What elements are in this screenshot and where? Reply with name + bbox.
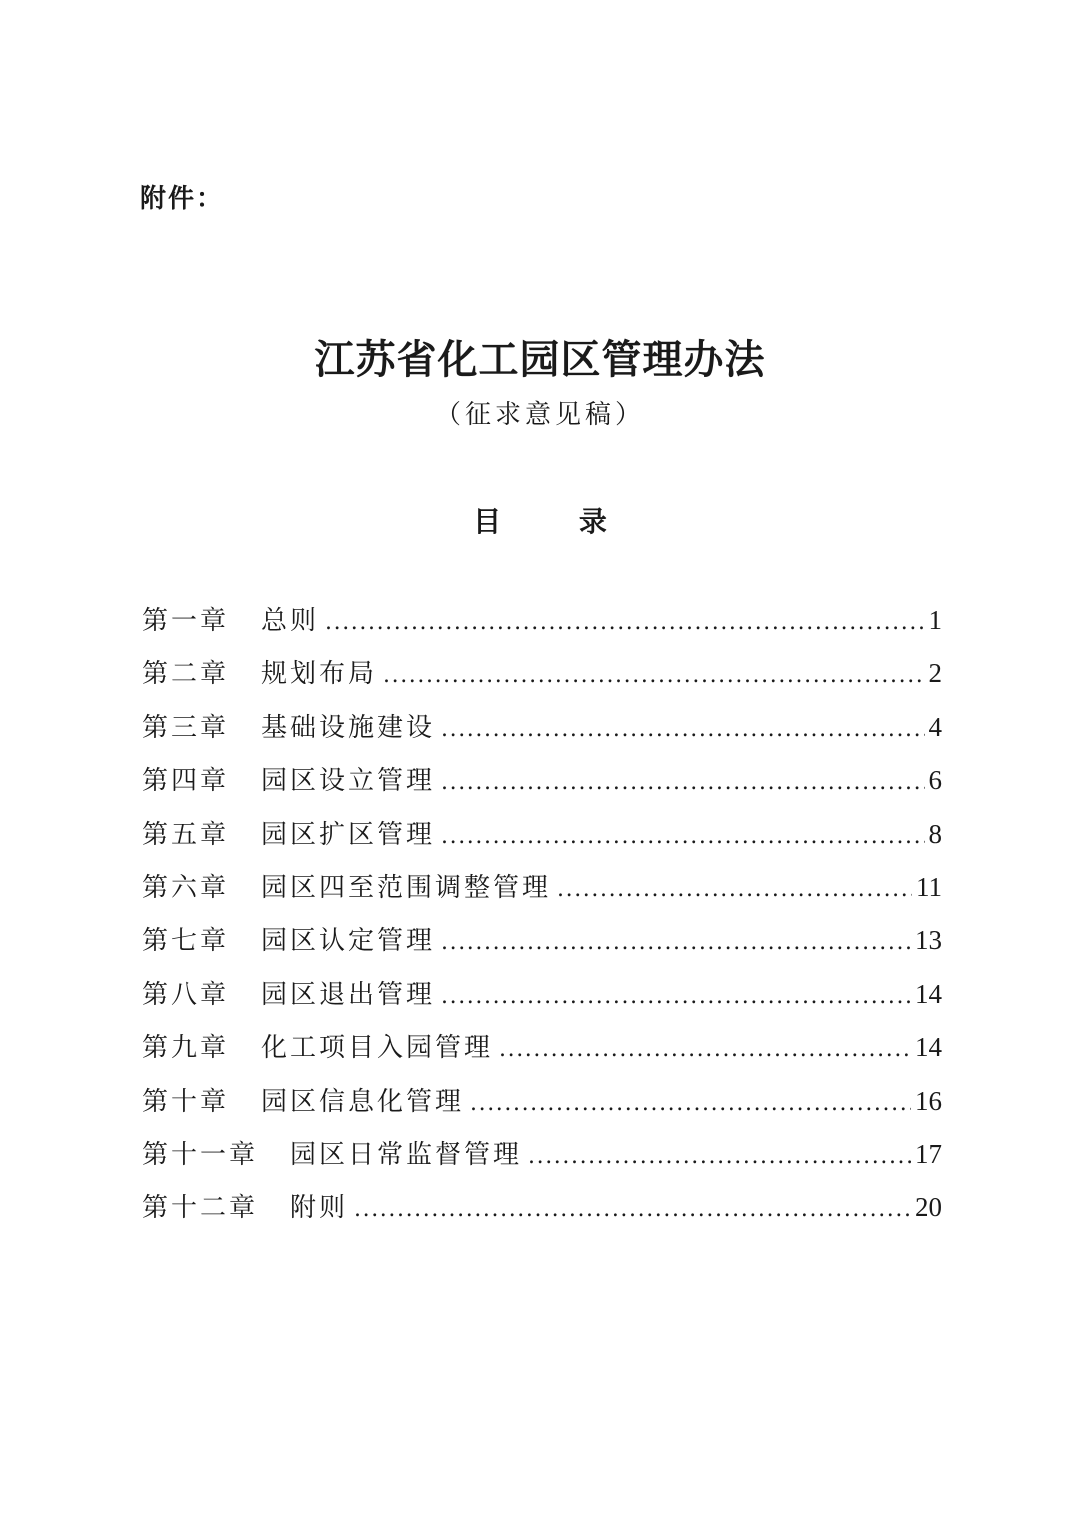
toc-entry[interactable]: [142, 600, 942, 653]
toc-page-number: 11: [916, 871, 942, 902]
toc-page-number: 14: [915, 1032, 942, 1063]
toc-entry[interactable]: [142, 1081, 942, 1134]
toc-chapter-title: 园区设立管理: [261, 766, 436, 797]
toc-chapter-number: 第六章: [142, 872, 230, 903]
toc-chapter-number: 第十章: [142, 1086, 230, 1117]
toc-dot-leader: [354, 1193, 911, 1223]
toc-page-number: 1: [928, 605, 942, 635]
toc-chapter-title: 园区扩区管理: [261, 819, 436, 850]
toc-dot-leader: [441, 980, 911, 1010]
toc-dot-leader: [325, 606, 924, 636]
toc-page-number: 2: [928, 658, 942, 689]
toc-chapter-number: 第四章: [142, 766, 230, 797]
toc-dot-leader: [499, 1033, 911, 1063]
toc-chapter-title: 总则: [261, 606, 320, 636]
toc-entry[interactable]: [142, 653, 942, 706]
toc-heading: 目 录: [473, 505, 641, 538]
toc-entry[interactable]: [142, 1027, 942, 1080]
toc-entry[interactable]: [142, 760, 942, 813]
toc-chapter-title: 规划布局: [261, 659, 378, 690]
toc-chapter-number: 第九章: [142, 1033, 230, 1064]
toc-chapter-title: 园区认定管理: [261, 926, 436, 957]
toc-dot-leader: [441, 766, 924, 796]
toc-entry[interactable]: [142, 867, 942, 920]
toc-chapter-number: 第十一章: [142, 1139, 259, 1170]
toc-page-number: 6: [928, 765, 942, 796]
toc-dot-leader: [528, 1140, 911, 1170]
toc-chapter-title: 园区退出管理: [261, 979, 436, 1010]
toc-chapter-title: 园区日常监督管理: [290, 1139, 523, 1170]
toc-dot-leader: [441, 820, 924, 850]
toc-entry[interactable]: [142, 707, 942, 760]
toc-page-number: 17: [915, 1138, 942, 1169]
toc-chapter-title: 园区信息化管理: [261, 1086, 465, 1117]
toc-chapter-title: 附则: [290, 1193, 349, 1224]
toc-dot-leader: [470, 1087, 911, 1117]
toc-dot-leader: [557, 873, 912, 903]
toc-chapter-number: 第三章: [142, 712, 230, 743]
table-of-contents: [142, 600, 942, 1241]
toc-entry[interactable]: [142, 974, 942, 1027]
toc-entry[interactable]: [142, 814, 942, 867]
toc-dot-leader: [441, 926, 911, 956]
toc-entry[interactable]: [142, 1187, 942, 1240]
toc-chapter-number: 第五章: [142, 819, 230, 850]
toc-dot-leader: [383, 659, 924, 689]
toc-page-number: 13: [915, 925, 942, 956]
toc-page-number: 14: [915, 978, 942, 1009]
toc-page-number: 16: [915, 1085, 942, 1116]
toc-page-number: 8: [928, 818, 942, 849]
toc-chapter-number: 第八章: [142, 979, 230, 1010]
toc-chapter-title: 园区四至范围调整管理: [261, 872, 552, 903]
toc-page-number: 4: [928, 711, 942, 742]
attachment-label: 附件：: [140, 184, 225, 214]
toc-chapter-number: 第二章: [142, 659, 230, 690]
toc-page-number: 20: [915, 1192, 942, 1223]
document-title: 江苏省化工园区管理办法: [314, 336, 766, 383]
toc-entry[interactable]: [142, 920, 942, 973]
toc-chapter-title: 化工项目入园管理: [261, 1033, 494, 1064]
toc-chapter-title: 基础设施建设: [261, 712, 436, 743]
toc-chapter-number: 第七章: [142, 926, 230, 957]
document-subtitle: （征求意见稿）: [434, 400, 645, 430]
toc-chapter-number: 第十二章: [142, 1193, 259, 1224]
toc-chapter-number: 第一章: [142, 606, 230, 636]
toc-dot-leader: [441, 713, 924, 743]
toc-entry[interactable]: [142, 1134, 942, 1187]
